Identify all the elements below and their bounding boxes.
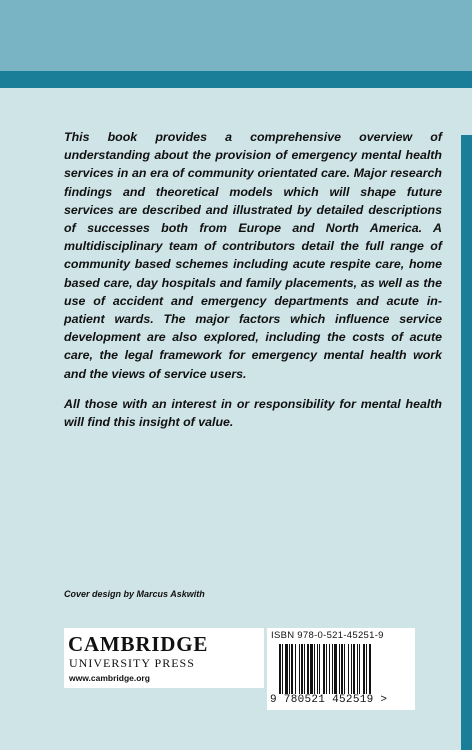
barcode-digits: 9 780521 452519 > — [270, 694, 388, 706]
top-color-band — [0, 0, 472, 71]
barcode-bars-icon — [279, 644, 403, 694]
publisher-name: CAMBRIDGE — [68, 632, 209, 656]
isbn-label: ISBN 978-0-521-45251-9 — [271, 630, 384, 641]
publisher-subtitle: UNIVERSITY PRESS — [69, 656, 195, 670]
dark-stripe — [0, 71, 472, 88]
isbn-barcode — [267, 628, 415, 710]
cover-design-credit: Cover design by Marcus Askwith — [64, 589, 205, 599]
right-edge-bar — [461, 135, 472, 750]
publisher-url: www.cambridge.org — [69, 673, 150, 683]
blurb-paragraph-2: All those with an interest in or responsibility for mental health will find this insight of value. — [64, 396, 442, 430]
publisher-logo — [64, 628, 264, 688]
cover-blurb — [64, 128, 442, 443]
blurb-paragraph-1: This book provides a comprehensive overview of understanding about the provision of emergency mental health services in an era of community orientated care. Major research findings and theoretical models which will shape future services are described and illustrated by detailed descriptions of successes both from Europe and North America. A multidisciplinary team of contributors detail the full range of community based schemes including acute respite care, home based care, day hospitals and family placements, as well as the use of accident and emergency departments and acute in-patient wards. The major factors which influence service development are also explored, including the costs of acute care, the legal framework for emergency mental health work and the views of service users. — [64, 130, 442, 381]
